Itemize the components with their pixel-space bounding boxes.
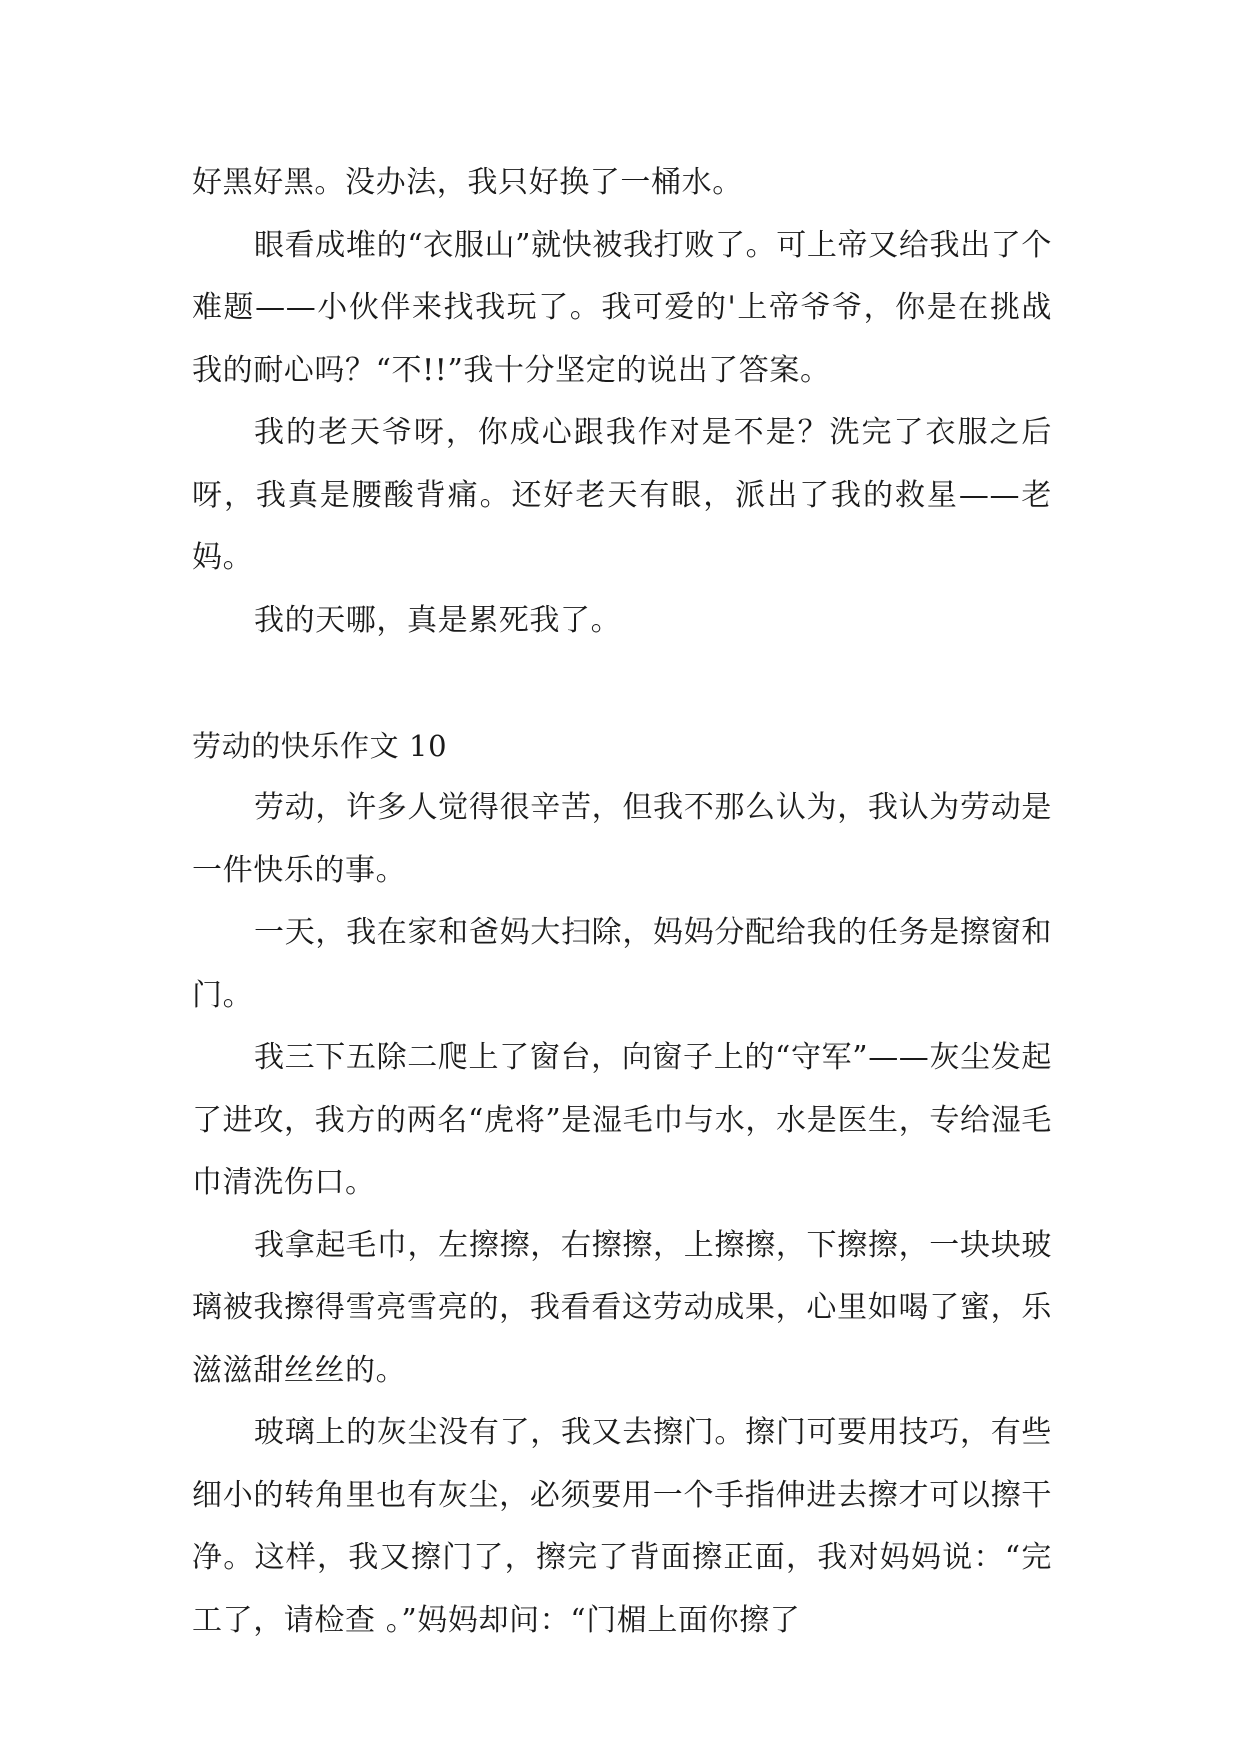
section-spacer — [192, 652, 1052, 715]
paragraph: 一天，我在家和爸妈大扫除，妈妈分配给我的任务是擦窗和门。 — [192, 915, 1052, 1013]
paragraph: 我三下五除二爬上了窗台，向窗子上的“守军”——灰尘发起了进攻，我方的两名“虎将”是湿毛巾与水，水是医生，专给湿毛巾清洗伤口。 — [192, 1040, 1052, 1200]
paragraph: 眼看成堆的“衣服山”就快被我打败了。可上帝又给我出了个难题——小伙伴来找我玩了。我可爱的'上帝爷爷，你是在挑战我的耐心吗？“不!!”我十分坚定的说出了答案。 — [192, 227, 1052, 388]
paragraph: 我的老天爷呀，你成心跟我作对是不是？洗完了衣服之后呀，我真是腰酸背痛。还好老天有眼，派出了我的救星——老妈。 — [192, 415, 1052, 575]
section-title: 劳动的快乐作文 10 — [192, 728, 448, 763]
paragraph: 我的天哪，真是累死我了。 — [254, 602, 622, 638]
paragraph: 劳动，许多人觉得很辛苦，但我不那么认为，我认为劳动是一件快乐的事。 — [192, 790, 1052, 888]
document-body — [192, 152, 1052, 1652]
paragraph: 玻璃上的灰尘没有了，我又去擦门。擦门可要用技巧，有些细小的转角里也有灰尘，必须要用一个手指伸进去擦才可以擦干净。这样，我又擦门了，擦完了背面擦正面，我对妈妈说：“完工了，请检查 。”妈妈却问：“门楣上面你擦了 — [192, 1415, 1052, 1638]
paragraph: 我拿起毛巾，左擦擦，右擦擦，上擦擦，下擦擦，一块块玻璃被我擦得雪亮雪亮的，我看看这劳动成果，心里如喝了蜜，乐滋滋甜丝丝的。 — [192, 1227, 1052, 1388]
paragraph-continued: 好黑好黑。没办法，我只好换了一桶水。 — [192, 165, 743, 200]
